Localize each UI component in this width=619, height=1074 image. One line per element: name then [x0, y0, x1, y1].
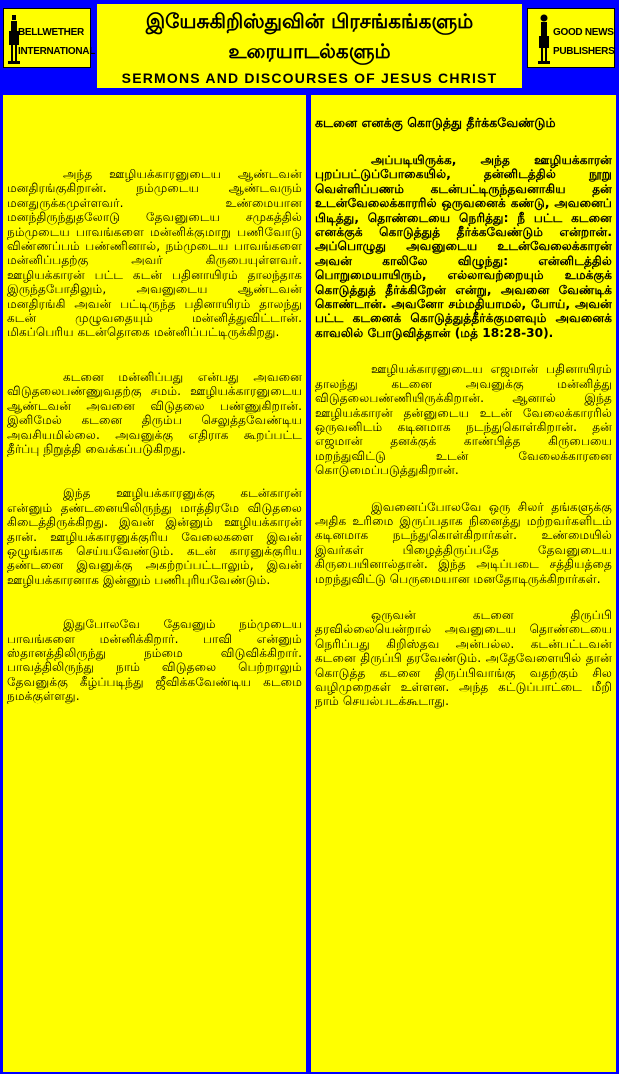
section-heading: கடனை எனக்கு கொடுத்து தீர்க்கவேண்டும் — [315, 115, 556, 130]
left-paragraph-4: இதுபோலவே தேவனும் நம்முடைய பாவங்களை மன்னிக்கிறார். பாவி என்னும் ஸ்தானத்திலிருந்து நம்மை விடுவிக்கிறார். பாவத்திலிருந்து நாம் விடுதலை பெற்றாலும் தேவனுக்கு கீழ்ப்படிந்து ஜீவிக்கவேண்டிய கடமை நமக்குள்ளது. — [7, 617, 302, 704]
right-column — [311, 95, 616, 1072]
title-box — [97, 4, 522, 88]
bellwether-logo-line2: INTERNATIONAL — [18, 46, 96, 57]
bellwether-logo-line1: BELLWETHER — [18, 27, 84, 38]
left-column — [3, 95, 306, 1072]
scripture-quote: அப்படியிருக்க, அந்த ஊழியக்காரன் புறப்பட்டுப்போகையில், தன்னிடத்தில் நூறு வெள்ளிப்பணம் கடன்பட்டிருந்தவனாகிய தன் உடன்வேலைக்காரரில் ஒருவனைக் கண்டு, அவனைப் பிடித்து, தொண்டையை நெரித்து: நீ பட்ட கடனை எனக்குக் கொடுத்துத் தீர்க்கவேண்டும் என்றான். அப்பொழுது அவனுடைய உடன்வேலைக்காரன் அவன் காலிலே விழுந்து: என்னிடத்தில் பொறுமையாயிரும், எல்லாவற்றையும் உமக்குக் கொடுத்துத் தீர்க்கிறேன் என்று, அவனை வேண்டிக் கொண்டான். அவனோ சம்மதியாமல், போய், அவன் பட்ட கடனைக் கொடுத்துத்தீர்க்குமளவும் அவனைக் காவலில் போடுவித்தான் (மத் 18:28-30). — [315, 153, 612, 340]
bellwether-logo[interactable] — [3, 8, 96, 68]
right-paragraph-3: ஒருவன் கடனை திருப்பி தரவில்லையென்றால் அவனுடைய தொண்டையை நெரிப்பது கிறிஸ்தவ அன்பல்ல. கடன்பட்டவன் கடனை திருப்பி தரவேண்டும். அதேவேளையில் தான் கொடுத்த கடனை திருப்பிவாங்கு வதற்கும் சில வழிமுறைகள் உள்ளன. அந்த கட்டுப்பாட்டை மீறி நாம் செயல்படக்கூடாது. — [315, 607, 612, 709]
left-paragraph-3: இந்த ஊழியக்காரனுக்கு கடன்காரன் என்னும் தண்டனையிலிருந்து மாத்திரமே விடுதலை கிடைத்திருக்கிறது. இவன் இன்னும் ஊழியக்காரன் தான். ஊழியக்காரனுக்குரிய வேலைகளை இவன் ஒழுங்காக செய்யவேண்டும். கடன் காரனுக்குரிய தண்டனை இவனுக்கு அகற்றப்பட்டாலும், இவன் ஊழியக்காரனாக இன்னும் பணிபுரியவேண்டும். — [7, 486, 302, 587]
page-title-english: SERMONS AND DISCOURSES OF JESUS CHRIST — [121, 70, 498, 86]
good-news-logo[interactable] — [527, 8, 615, 68]
left-paragraph-1: அந்த ஊழியக்காரனுடைய ஆண்டவன் மனதிரங்குகிறான். நம்முடைய ஆண்டவரும் மனதுருக்கமுள்ளவர். உண்மையான மனந்திருந்துதலோடு தேவனுடைய சமுகத்தில் நம்முடைய பாவங்களை மன்னிக்குமாறு பணிவோடு விண்ணப்பம் பண்ணினால், நம்முடைய பாவங்களை மன்னிப்பதற்கு அவர் கிருபையுள்ளவர். ஊழியக்காரன் பட்ட கடன் பதினாயிரம் தாலந்தாக இருந்தபோதிலும், அவனுடைய ஆண்டவன் மனதிரங்கி அவன் பட்டிருந்த பதினாயிரம் தாலந்து கடன் முழுவதையும் மன்னித்துவிட்டான். மிகப்பெரிய கடன்தொகை மன்னிப்பட்டிருக்கிறது. — [7, 167, 302, 340]
good-news-logo-text — [553, 27, 614, 57]
left-paragraph-2: கடனை மன்னிப்பது என்பது அவனை விடுதலைபண்ணுவதற்கு சமம். ஊழியக்காரனுடைய ஆண்டவன் அவனை விடுதலை பண்ணுகிறான். இனிமேல் கடனை திரும்ப செலுத்தவேண்டிய அவசியமில்லை. அவனுக்கு எதிராக கூறப்பட்ட தீர்ப்பு நிறுத்தி வைக்கப்படுகிறது. — [7, 369, 302, 456]
page-header — [0, 0, 619, 92]
right-paragraph-2: இவனைப்போலவே ஒரு சிலர் தங்களுக்கு அதிக உரிமை இருப்பதாக நினைத்து மற்றவர்களிடம் கடினமாக நடந்துகொள்கிறார்கள். உண்மையில் இவர்கள் பிழைத்திருப்பதே தேவனுடைய கிருபையினால்தான். இந்த அடிப்படை சத்தியத்தை மறந்துவிட்டு பெருமையான மனதோடிருக்கிறார்கள். — [315, 499, 612, 586]
good-news-logo-line2: PUBLISHERS — [553, 46, 615, 57]
good-news-logo-line1: GOOD NEWS — [553, 27, 614, 38]
bellwether-logo-text — [18, 27, 95, 57]
page-title-tamil-line1: இயேசுகிறிஸ்துவின் பிரசங்கங்களும் — [145, 9, 474, 33]
page-title-tamil-line2: உரையாடல்களும் — [228, 39, 391, 63]
good-news-figure-icon — [538, 13, 550, 65]
right-paragraph-1: ஊழியக்காரனுடைய எஜமான் பதினாயிரம் தாலந்து கடனை அவனுக்கு மன்னித்து விடுதலைபண்ணியிருக்கிறான். ஆனால் இந்த ஊழியக்காரன் தன்னுடைய உடன் வேலைக்காரரில் ஒருவனிடம் கடினமாக நடந்துகொள்கிறான். தன் எஜமான் தனக்குக் காண்பித்த கிருபையை மறந்துவிட்டு உடன் வேலைக்காரனை கொடுமைப்படுத்துகிறான். — [315, 362, 612, 478]
